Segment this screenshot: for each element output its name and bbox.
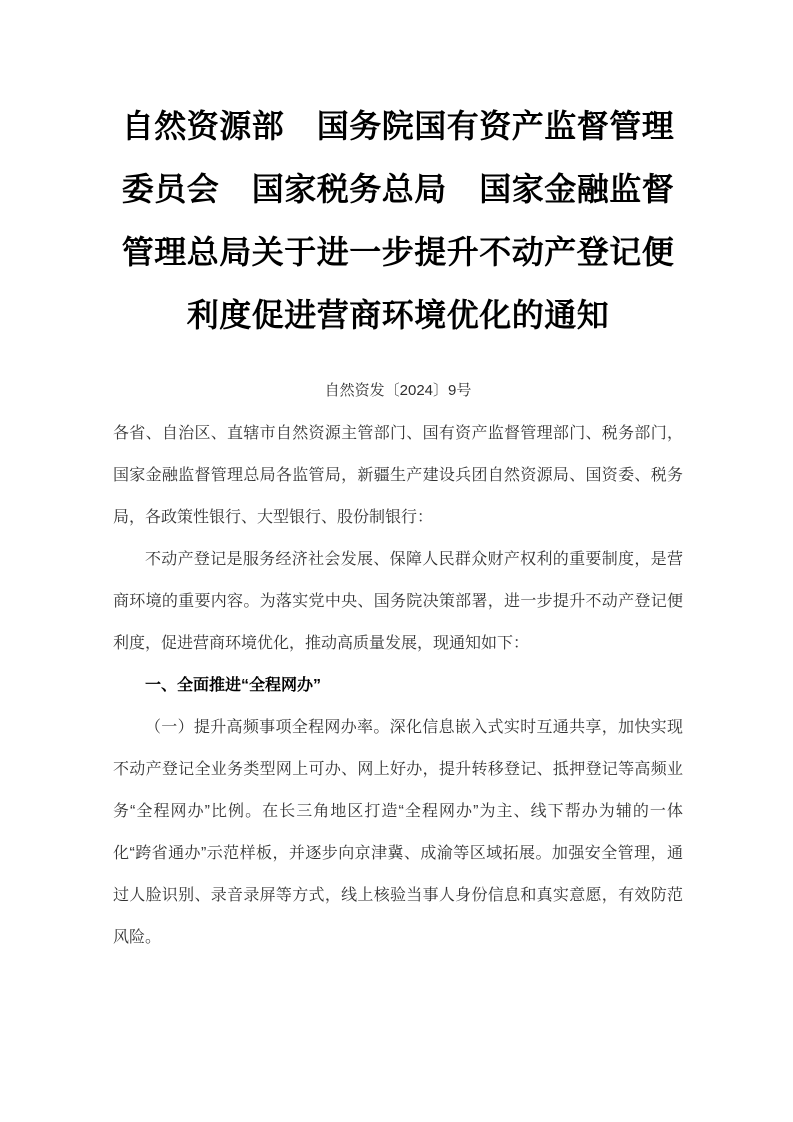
intro-paragraph: 不动产登记是服务经济社会发展、保障人民群众财产权利的重要制度，是营商环境的重要内容。为落实党中央、国务院决策部署，进一步提升不动产登记便利度，促进营商环境优化，推动高质量发展，现通知如下： <box>113 551 683 652</box>
document-number: 自然资发〔2024〕9号 <box>324 382 472 399</box>
salutation-paragraph: 各省、自治区、直辖市自然资源主管部门、国有资产监督管理部门、税务部门，国家金融监督管理总局各监管局，新疆生产建设兵团自然资源局、国资委、税务局，各政策性银行、大型银行、股份制银行： <box>113 425 683 526</box>
section-paragraph: （一）提升高频事项全程网办率。深化信息嵌入式实时互通共享，加快实现不动产登记全业务类型网上可办、网上好办，提升转移登记、抵押登记等高频业务“全程网办”比例。在长三角地区打造“全程网办”为主、线下帮办为辅的一体化“跨省通办”示范样板，并逐步向京津冀、成渝等区域拓展。加强安全管理，通过人脸识别、录音录屏等方式，线上核验当事人身份信息和真实意愿，有效防范风险。 <box>113 719 683 946</box>
document-title: 自然资源部 国务院国有资产监督管理委员会 国家税务总局 国家金融监督管理总局关于进一步提升不动产登记便利度促进营商环境优化的通知 <box>121 108 675 333</box>
document-body <box>113 413 683 959</box>
section-heading: 一、全面推进“全程网办” <box>145 677 322 694</box>
